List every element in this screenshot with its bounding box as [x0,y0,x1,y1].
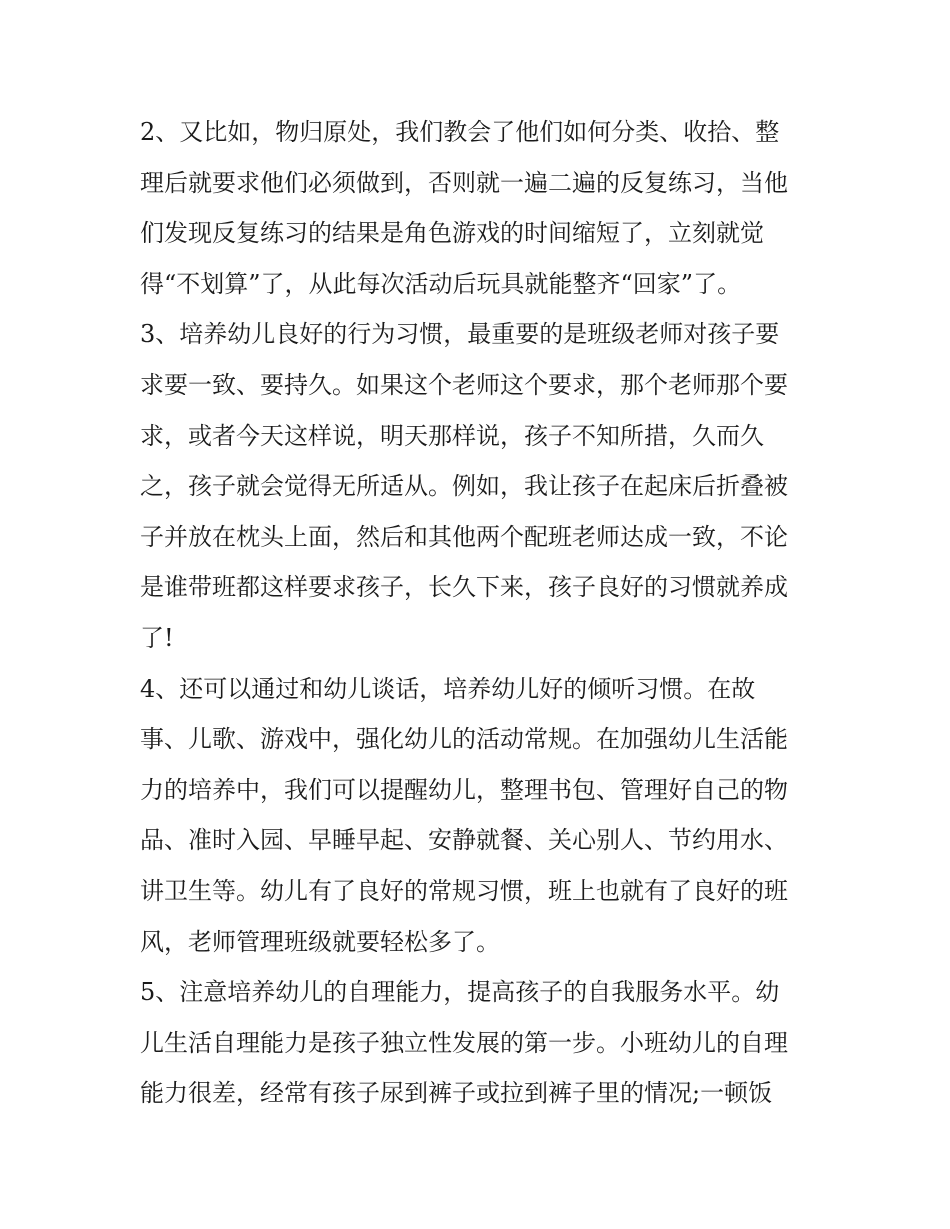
text-line: 求要一致、要持久。如果这个老师这个要求，那个老师那个要 [140,370,788,399]
text-line: 5、注意培养幼儿的自理能力，提高孩子的自我服务水平。幼 [140,978,780,1007]
text-line: 事、儿歌、游戏中，强化幼儿的活动常规。在加强幼儿生活能 [140,725,788,754]
text-line: 子并放在枕头上面，然后和其他两个配班老师达成一致，不论 [140,522,788,551]
text-line: 风，老师管理班级就要轻松多了。 [140,927,500,956]
text-line: 了! [140,623,174,652]
text-line: 讲卫生等。幼儿有了良好的常规习惯，班上也就有了良好的班 [140,876,788,905]
text-line: 之，孩子就会觉得无所适从。例如，我让孩子在起床后折叠被 [140,472,788,501]
text-line: 得“不划算”了，从此每次活动后玩具就能整齐“回家”了。 [140,269,742,298]
text-line: 理后就要求他们必须做到，否则就一遍二遍的反复练习，当他 [140,168,788,197]
text-line: 求，或者今天这样说，明天那样说，孩子不知所措，久而久 [140,421,764,450]
text-line: 是谁带班都这样要求孩子，长久下来，孩子良好的习惯就养成 [140,573,788,602]
text-line: 4、还可以通过和幼儿谈话，培养幼儿好的倾听习惯。在故 [140,674,756,703]
text-line: 2、又比如，物归原处，我们教会了他们如何分类、收拾、整 [140,118,780,146]
text-line: 儿生活自理能力是孩子独立性发展的第一步。小班幼儿的自理 [140,1028,788,1057]
text-line: 们发现反复练习的结果是角色游戏的时间缩短了，立刻就觉 [140,219,764,248]
text-line: 力的培养中，我们可以提醒幼儿，整理书包、管理好自己的物 [140,775,788,804]
text-line: 3、培养幼儿良好的行为习惯，最重要的是班级老师对孩子要 [140,320,780,349]
text-line: 品、准时入园、早睡早起、安静就餐、关心别人、节约用水、 [140,826,788,855]
document-body [140,107,820,1119]
text-line: 能力很差，经常有孩子尿到裤子或拉到裤子里的情况;一顿饭 [140,1079,773,1108]
